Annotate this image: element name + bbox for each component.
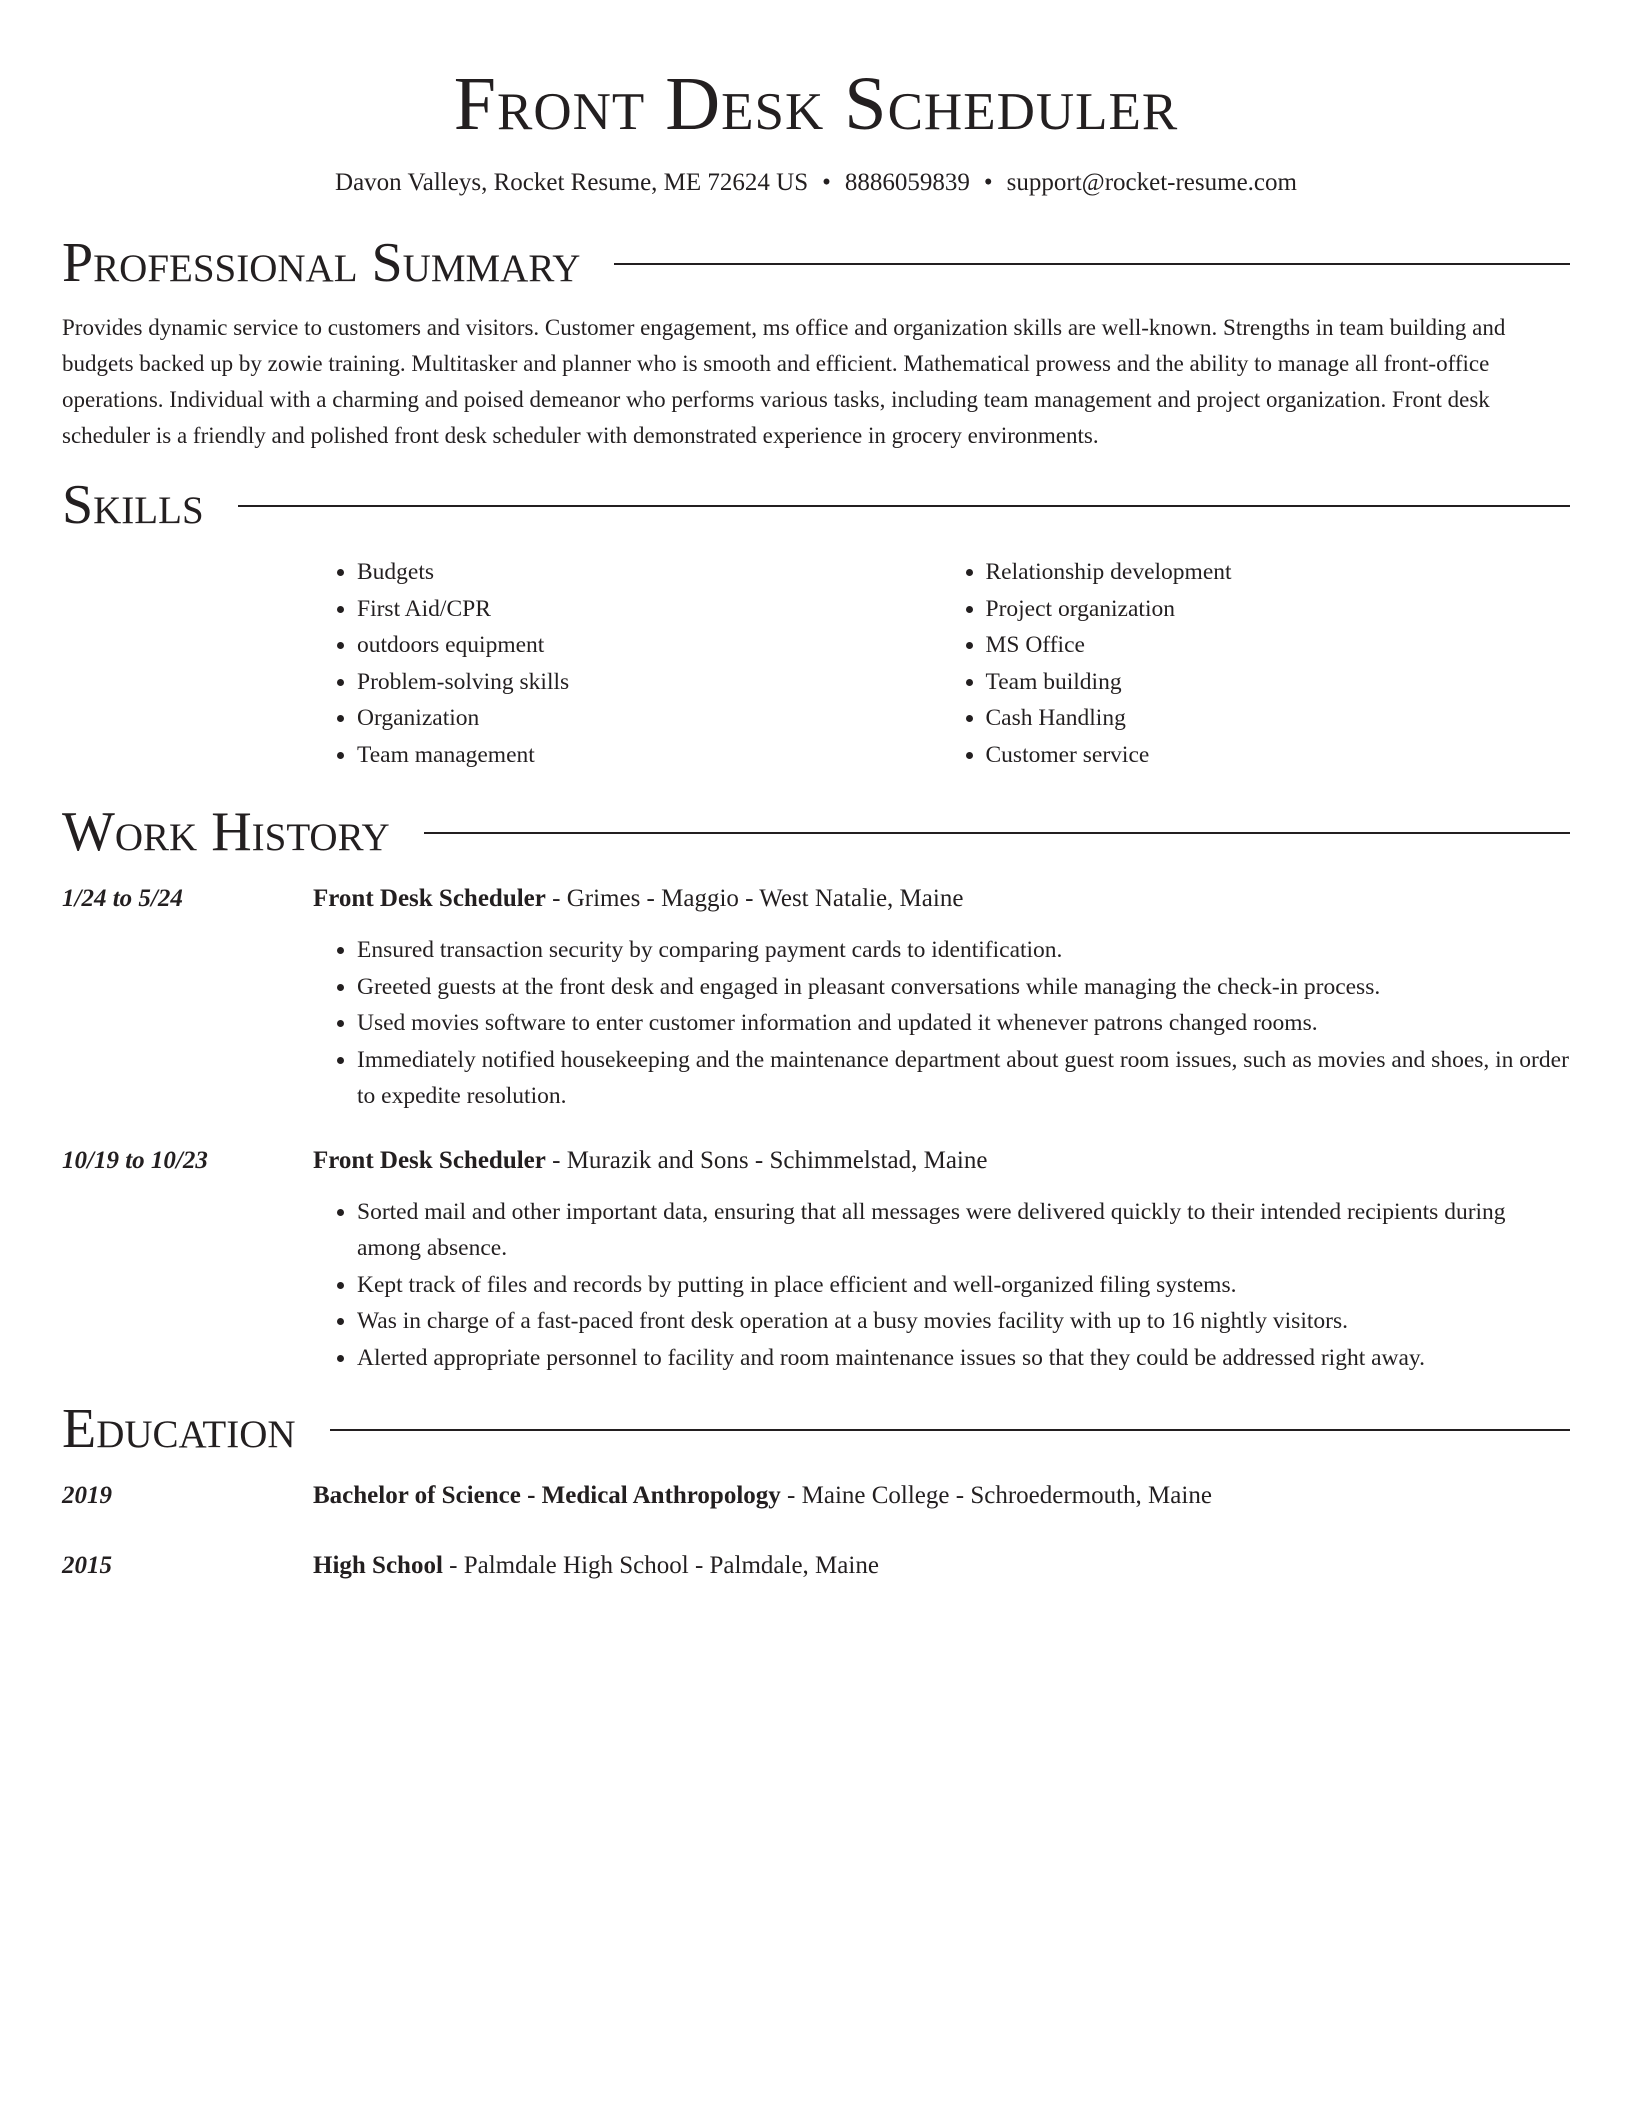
skill-item: • outdoors equipment <box>357 627 942 664</box>
skill-item: • Problem-solving skills <box>357 664 942 701</box>
education-date: 2019 <box>62 1482 112 1509</box>
summary-text: Provides dynamic service to customers and visitors. Customer engagement, ms office and organization skills are well-known. Strengths in team building and budgets backed up by zowie training. Multitasker and planner who is smooth and efficient. Mathematical prowess and the ability to manage all front-office operations. Individual with a charming and poised demeanor who performs various tasks, including team management and project organization. Front desk scheduler is a friendly and polished front desk scheduler with demonstrated experience in grocery environments. <box>62 315 1506 448</box>
job-title: Front Desk Scheduler <box>313 1146 546 1174</box>
skills-column-left <box>313 554 942 773</box>
education-details: - Maine College - Schroedermouth, Maine <box>780 1482 1212 1509</box>
address: Davon Valleys, Rocket Resume, ME 72624 US <box>335 169 809 196</box>
education-date: 2015 <box>62 1552 112 1579</box>
work-section-header <box>62 801 1570 863</box>
job-bullet: • Was in charge of a fast-paced front desk operation at a busy movies facility with up to 16 nightly visitors. <box>357 1303 1570 1340</box>
education-entry <box>62 1480 1570 1512</box>
job-bullet: • Greeted guests at the front desk and engaged in pleasant conversations while managing the check-in process. <box>357 969 1570 1006</box>
job-bullet: • Alerted appropriate personnel to facility and room maintenance issues so that they could be addressed right away. <box>357 1340 1570 1377</box>
skill-item: • MS Office <box>986 627 1571 664</box>
education-title-line <box>313 1550 879 1582</box>
job-bullet: • Sorted mail and other important data, ensuring that all messages were delivered quickly to their intended recipients during among absence. <box>357 1194 1570 1267</box>
job-title: Front Desk Scheduler <box>313 885 546 912</box>
job-bullet: • Immediately notified housekeeping and the maintenance department about guest room issues, such as movies and shoes, in order to expedite resolution. <box>357 1042 1570 1115</box>
section-divider <box>238 505 1570 507</box>
candidate-name: Front Desk Scheduler <box>453 62 1179 146</box>
job-entry <box>62 1145 1570 1177</box>
skills-section-header <box>62 474 1570 536</box>
skills-column-right <box>942 554 1571 773</box>
education-heading: Education <box>62 1398 296 1460</box>
job-details: - Grimes - Maggio - West Natalie, Maine <box>545 885 964 912</box>
job-bullets <box>313 1194 1570 1377</box>
job-title-line <box>313 1145 987 1177</box>
contact-line <box>62 168 1570 198</box>
job-title-line <box>313 883 963 915</box>
skill-item: • Customer service <box>986 737 1571 774</box>
skills-list <box>313 554 1570 773</box>
education-degree: Bachelor of Science - Medical Anthropology <box>313 1482 781 1509</box>
education-entry <box>62 1550 1570 1582</box>
section-divider <box>424 832 1570 834</box>
separator: • <box>983 169 993 196</box>
education-title-line <box>313 1480 1212 1512</box>
skill-item: • Relationship development <box>986 554 1571 591</box>
work-heading: Work History <box>62 801 390 863</box>
skill-item: • Cash Handling <box>986 700 1571 737</box>
job-entry <box>62 883 1570 915</box>
education-section-header <box>62 1398 1570 1460</box>
summary-heading: Professional Summary <box>62 232 581 294</box>
section-divider <box>330 1429 1570 1431</box>
job-bullet: • Used movies software to enter customer information and updated it whenever patrons changed rooms. <box>357 1005 1570 1042</box>
job-date: 10/19 to 10/23 <box>62 1146 208 1174</box>
skill-item: • Team building <box>986 664 1571 701</box>
section-divider <box>614 263 1570 265</box>
summary-section-header <box>62 232 1570 294</box>
separator: • <box>822 169 831 196</box>
job-bullet: • Kept track of files and records by putting in place efficient and well-organized filing systems. <box>357 1267 1570 1304</box>
education-degree: High School <box>313 1552 443 1579</box>
skill-item: • Organization <box>357 700 942 737</box>
email: support@rocket-resume.com <box>1006 169 1297 196</box>
skills-heading: Skills <box>62 474 204 536</box>
job-date: 1/24 to 5/24 <box>62 885 183 912</box>
skill-item: • First Aid/CPR <box>357 591 942 628</box>
job-details: - Murazik and Sons - Schimmelstad, Maine <box>545 1146 988 1174</box>
phone: 8886059839 <box>844 169 970 196</box>
skill-item: • Budgets <box>357 554 942 591</box>
job-bullets <box>313 932 1570 1115</box>
skill-item: • Project organization <box>986 591 1571 628</box>
skill-item: • Team management <box>357 737 942 774</box>
education-details: - Palmdale High School - Palmdale, Maine <box>442 1552 879 1579</box>
job-bullet: • Ensured transaction security by comparing payment cards to identification. <box>357 932 1570 969</box>
